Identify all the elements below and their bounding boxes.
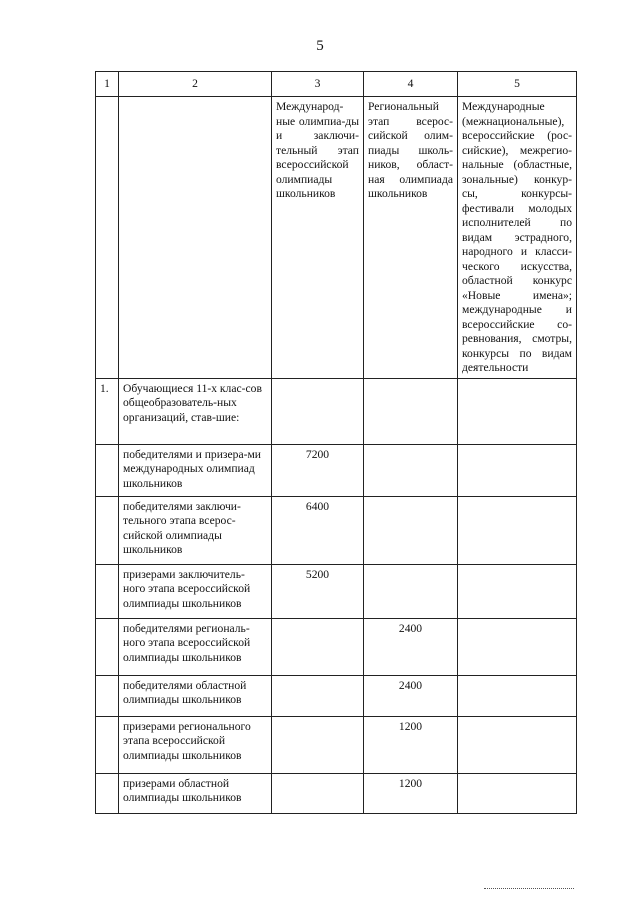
column-title-international: Международ-ные олимпиа-ды и заключи-тельный этап всероссийской олимпиады школьников <box>272 97 364 379</box>
amount-col4: 2400 <box>364 675 458 716</box>
row-label: победителями заключи-тельного этапа всерос-сийской олимпиады школьников <box>119 496 272 564</box>
section-number: 1. <box>96 378 119 444</box>
amount-col3: 6400 <box>272 496 364 564</box>
row-label: победителями областной олимпиады школьников <box>119 675 272 716</box>
amount-col3 <box>272 618 364 675</box>
amount-col4: 1200 <box>364 716 458 773</box>
row-label: призерами областной олимпиады школьников <box>119 773 272 813</box>
row-label: призерами регионального этапа всероссийской олимпиады школьников <box>119 716 272 773</box>
amount-col3: 7200 <box>272 444 364 496</box>
page-number: 5 <box>316 38 324 54</box>
amount-col5 <box>458 773 577 813</box>
page-mark <box>484 888 574 892</box>
table-row <box>96 675 577 716</box>
title-cell-1 <box>96 97 119 379</box>
amount-col3: 5200 <box>272 564 364 618</box>
header-col-1: 1 <box>96 72 119 97</box>
amount-col5 <box>458 564 577 618</box>
table-row <box>96 716 577 773</box>
header-col-2: 2 <box>119 72 272 97</box>
amount-col5 <box>458 496 577 564</box>
amount-col5 <box>458 716 577 773</box>
table-row <box>96 444 577 496</box>
header-number-row <box>96 72 577 97</box>
row-label: призерами заключитель-ного этапа всероссийской олимпиады школьников <box>119 564 272 618</box>
scholarship-table <box>95 71 577 814</box>
amount-col4: 1200 <box>364 773 458 813</box>
table-row <box>96 564 577 618</box>
amount-col4 <box>364 444 458 496</box>
header-col-4: 4 <box>364 72 458 97</box>
column-title-contests: Международные (межнациональные), всероссийские (рос-сийские), межрегио-нальные (областные, зональные) конкур-сы, конкурсы-фестивали молодых исполнителей по видам эстрадного, народного и класси-ческого искусства, областной конкурс «Новые имена»; международные и всероссийские со-ревнования, смотры, конкурсы по видам деятельности <box>458 97 577 379</box>
table-row <box>96 496 577 564</box>
row-label: победителями региональ-ного этапа всероссийской олимпиады школьников <box>119 618 272 675</box>
row-label: победителями и призера-ми международных олимпиад школьников <box>119 444 272 496</box>
header-col-5: 5 <box>458 72 577 97</box>
amount-col4 <box>364 496 458 564</box>
section-title: Обучающиеся 11-х клас-сов общеобразователь-ных организаций, став-шие: <box>119 378 272 444</box>
table-row <box>96 773 577 813</box>
amount-col5 <box>458 618 577 675</box>
column-title-regional: Региональный этап всерос-сийской олим-пиады школь-ников, област-ная олимпиада школьников <box>364 97 458 379</box>
amount-col5 <box>458 444 577 496</box>
amount-col4 <box>364 564 458 618</box>
amount-col5 <box>458 675 577 716</box>
section-row <box>96 378 577 444</box>
table-row <box>96 618 577 675</box>
amount-col3 <box>272 716 364 773</box>
amount-col4: 2400 <box>364 618 458 675</box>
amount-col3 <box>272 773 364 813</box>
title-cell-2 <box>119 97 272 379</box>
amount-col3 <box>272 675 364 716</box>
header-col-3: 3 <box>272 72 364 97</box>
column-titles-row <box>96 97 577 379</box>
